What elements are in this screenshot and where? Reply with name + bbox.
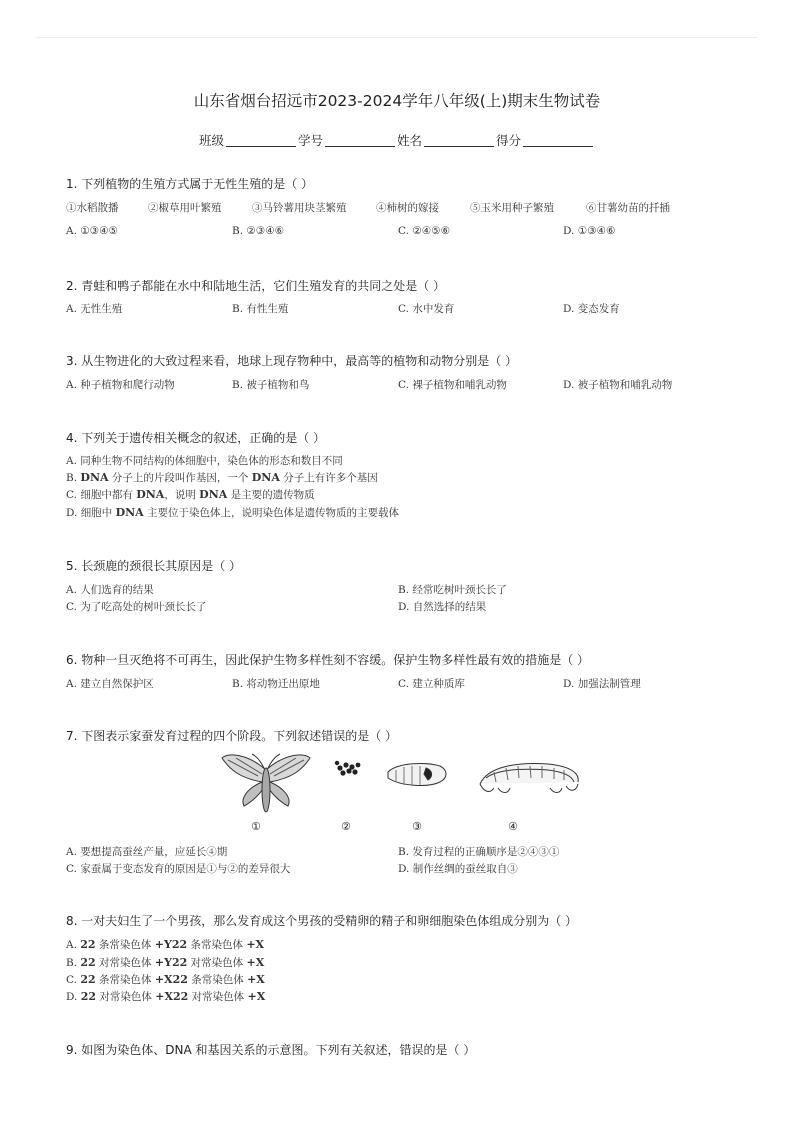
figure-label-4: ④ (508, 820, 518, 833)
option-c[interactable] (66, 487, 315, 502)
eggs-illustration (335, 761, 361, 776)
name-blank (424, 134, 494, 147)
chromosome-term: +X22 (154, 973, 188, 986)
chromosome-term: +X22 (155, 990, 189, 1003)
option-text: 对常染色体 (96, 991, 156, 1003)
option-text: A. 同种生物不同结构的体细胞中，染色体的形态和数目不同 (66, 455, 343, 467)
question-8-stem: 8. 一对夫妇生了一个男孩，那么发育成这个男孩的受精卵的精子和卵细胞染色体组成分别为（ ） (66, 914, 578, 928)
option-text: 对常染色体 (188, 991, 248, 1003)
option-text: ，说明 (164, 489, 200, 501)
option-text: 是主要的遗传物质 (227, 489, 315, 501)
option-a[interactable]: A. 建立自然保护区 (66, 678, 154, 690)
chromosome-term: +X (247, 990, 266, 1003)
name-label: 姓名 (397, 133, 423, 148)
id-blank (325, 134, 395, 147)
question-7-stem: 7. 下图表示家蚕发育过程的四个阶段。下列叙述错误的是（ ） (66, 729, 398, 743)
option-c[interactable]: C. 裸子植物和哺乳动物 (398, 379, 507, 391)
question-4-stem: 4. 下列关于遗传相关概念的叙述，正确的是（ ） (66, 431, 326, 445)
option-a[interactable]: A. 种子植物和爬行动物 (66, 379, 175, 391)
silkworm-stages-drawing (218, 748, 588, 838)
option-b[interactable]: B. 发育过程的正确顺序是②④③① (398, 846, 560, 858)
option-c[interactable]: C. 建立种质库 (398, 678, 465, 690)
class-label: 班级 (198, 133, 224, 148)
option-a[interactable] (66, 453, 343, 468)
moth-illustration (222, 754, 310, 812)
option-c[interactable] (66, 972, 265, 987)
question-9-stem: 9. 如图为染色体、DNA 和基因关系的示意图。下列有关叙述，错误的是（ ） (66, 1043, 476, 1057)
figure-label-2: ② (341, 820, 351, 833)
q1-item: ③马铃薯用块茎繁殖 (252, 202, 347, 214)
q1-item: ②椒草用叶繁殖 (148, 202, 222, 214)
class-blank (226, 134, 296, 147)
option-text: 条常染色体 (95, 974, 155, 986)
option-d[interactable]: D. 自然选择的结果 (398, 601, 487, 613)
larva-illustration (480, 764, 578, 793)
chromosome-count: 22 (80, 938, 96, 951)
question-1-stem: 1. 下列植物的生殖方式属于无性生殖的是（ ） (66, 177, 314, 191)
option-text: 对常染色体 (187, 957, 247, 969)
option-b[interactable] (66, 470, 378, 485)
option-text: 条常染色体 (187, 974, 248, 986)
dna-term: DNA (136, 488, 165, 501)
option-a[interactable]: A. 无性生殖 (66, 303, 123, 315)
option-prefix: C. (66, 974, 81, 986)
option-b[interactable]: B. ②③④⑥ (232, 225, 285, 237)
option-prefix: B. (66, 957, 81, 969)
option-d[interactable]: D. 被子植物和哺乳动物 (563, 379, 673, 391)
option-d[interactable]: D. 变态发育 (563, 303, 620, 315)
option-d[interactable]: D. ①③④⑥ (563, 225, 616, 237)
option-b[interactable]: B. 有性生殖 (232, 303, 289, 315)
option-a[interactable]: A. 要想提高蚕丝产量，应延长④期 (66, 846, 228, 858)
option-text: 对常染色体 (95, 957, 155, 969)
id-label: 学号 (297, 133, 323, 148)
option-prefix: D. 细胞中 (66, 507, 116, 519)
header-divider (36, 37, 758, 38)
dna-term: DNA (199, 488, 228, 501)
option-text: 条常染色体 (187, 939, 247, 951)
option-d[interactable]: D. 制作丝绸的蚕丝取自③ (398, 863, 518, 875)
chromosome-count: 22 (80, 956, 96, 969)
q1-item: ⑤玉米用种子繁殖 (470, 202, 554, 214)
chromosome-count: 22 (80, 990, 97, 1003)
pupa-illustration (388, 764, 446, 786)
option-b[interactable]: B. 将动物迁出原地 (232, 678, 320, 690)
chromosome-term: +Y22 (154, 938, 188, 951)
option-b[interactable] (66, 955, 264, 970)
option-prefix: A. (66, 939, 81, 951)
option-c[interactable]: C. 家蚕属于变态发育的原因是①与②的差异很大 (66, 863, 291, 875)
chromosome-term: +X (246, 956, 265, 969)
q1-item: ④柿树的嫁接 (376, 202, 439, 214)
option-a[interactable]: A. 人们选育的结果 (66, 584, 154, 596)
dna-term: DNA (115, 506, 144, 519)
dna-term: DNA (251, 471, 280, 484)
question-5-stem: 5. 长颈鹿的颈很长其原因是（ ） (66, 559, 242, 573)
chromosome-term: +X (246, 938, 265, 951)
option-c[interactable]: C. ②④⑤⑥ (398, 225, 450, 237)
dna-term: DNA (80, 471, 109, 484)
option-a[interactable]: A. ①③④⑤ (66, 225, 118, 237)
chromosome-term: +Y22 (154, 956, 188, 969)
chromosome-term: +X (247, 973, 265, 986)
silkworm-life-cycle-figure (218, 748, 588, 838)
q1-item: ①水稻散播 (66, 202, 119, 214)
option-text: 主要位于染色体上，说明染色体是遗传物质的主要载体 (143, 507, 400, 519)
option-a[interactable] (66, 937, 264, 952)
option-text: 分子上的片段叫作基因，一个 (108, 472, 252, 484)
option-c[interactable]: C. 为了吃高处的树叶颈长长了 (66, 601, 207, 613)
option-d[interactable] (66, 505, 399, 520)
option-prefix: C. 细胞中都有 (66, 489, 137, 501)
figure-label-1: ① (251, 820, 261, 833)
question-2-stem: 2. 青蛙和鸭子都能在水中和陆地生活，它们生殖发育的共同之处是（ ） (66, 279, 446, 293)
option-prefix: D. (66, 991, 81, 1003)
q1-item: ⑥甘薯幼苗的扦插 (586, 202, 670, 214)
figure-label-3: ③ (412, 820, 422, 833)
option-d[interactable]: D. 加强法制管理 (563, 678, 641, 690)
option-prefix: B. (66, 472, 81, 484)
page-title: 山东省烟台招远市2023-2024学年八年级(上)期末生物试卷 (193, 92, 601, 110)
chromosome-count: 22 (80, 973, 96, 986)
student-info-line (0, 131, 794, 149)
score-blank (523, 134, 593, 147)
score-label: 得分 (496, 133, 522, 148)
option-b[interactable]: B. 被子植物和鸟 (232, 379, 310, 391)
option-b[interactable]: B. 经常吃树叶颈长长了 (398, 584, 507, 596)
question-3-stem: 3. 从生物进化的大致过程来看，地球上现存物种中，最高等的植物和动物分别是（ ） (66, 354, 518, 368)
option-text: 分子上有许多个基因 (279, 472, 378, 484)
option-text: 条常染色体 (95, 939, 155, 951)
option-d[interactable] (66, 989, 265, 1004)
question-6-stem: 6. 物种一旦灭绝将不可再生，因此保护生物多样性刻不容缓。保护生物多样性最有效的措施是（ ） (66, 653, 590, 667)
option-c[interactable]: C. 水中发育 (398, 303, 455, 315)
